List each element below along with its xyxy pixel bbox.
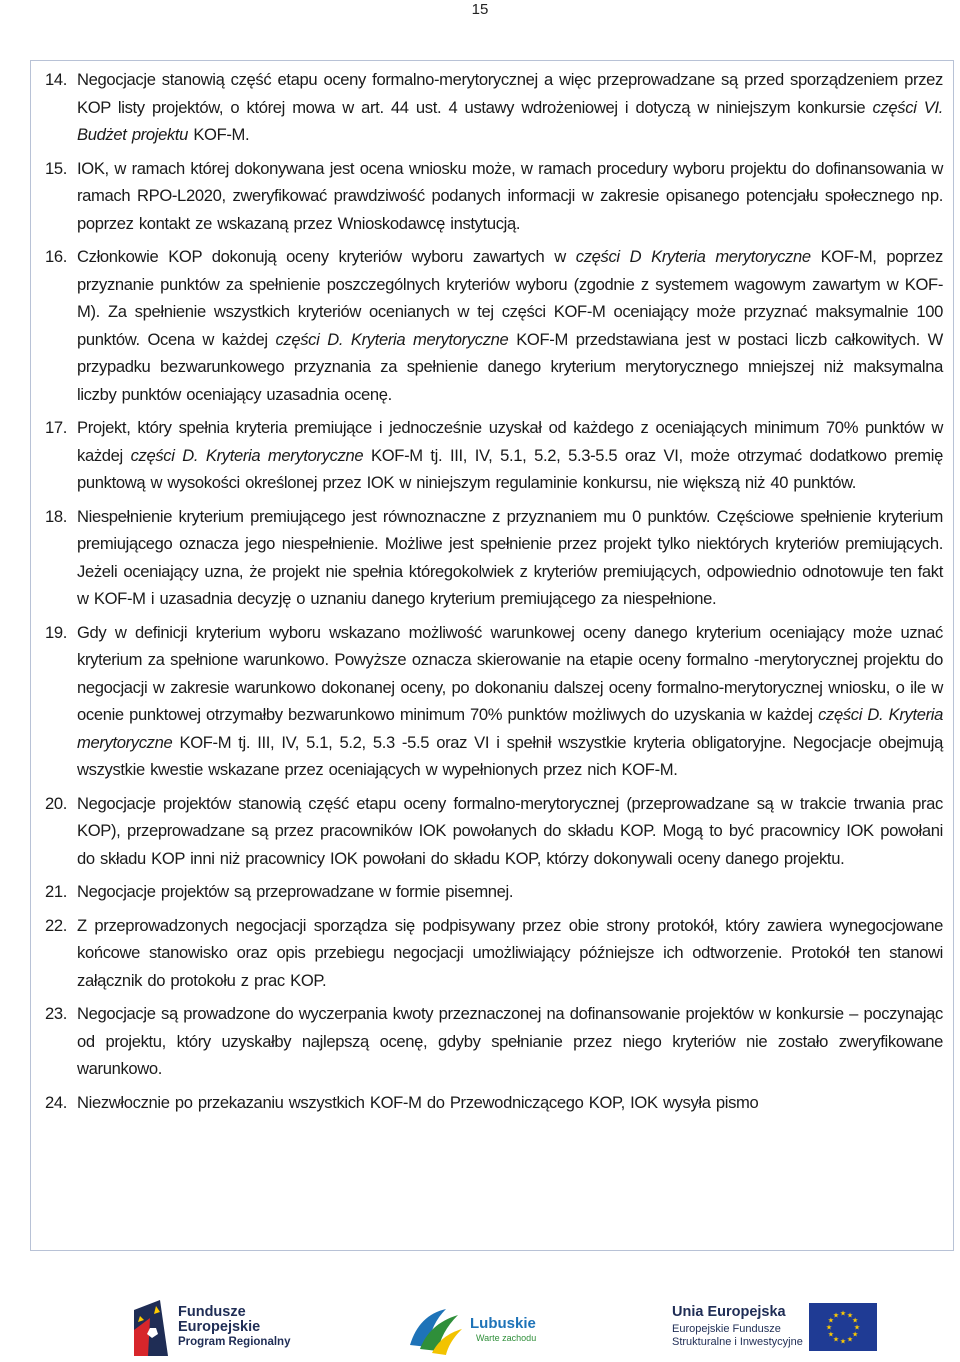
item-number: 16. [45, 247, 68, 266]
item-text: Niespełnienie kryterium premiującego jest równoznaczne z przyznaniem mu 0 punktów. Częściowe spełnienie kryterium premiującego oznacza jego niespełnienie. Możliwe jest spełnienie przez projekt tylko niektórych kryteriów premiujących. Jeżeli oceniający uzna, że projekt nie spełnia któregokolwiek z kryteriów premiujących, odpowiednio odnotowuje ten fakt w KOF-M i uzasadnia decyzję o uznaniu danego kryterium premiującego za niespełnione. [77, 506, 943, 608]
eu-star-icon: ★ [839, 1338, 846, 1346]
item-italic-text: części D. Kryteria merytoryczne [77, 705, 943, 752]
ue-title: Unia Europejska [672, 1303, 786, 1320]
list-item [41, 414, 943, 497]
unia-europejska-logo [672, 1296, 877, 1358]
item-italic-text: części D. Kryteria merytoryczne [275, 329, 509, 349]
item-text: Negocjacje projektów stanowią część etapu oceny formalno-merytorycznej (przeprowadzane są w trakcie trwania prac KOP), przeprowadzane są przez pracowników IOK powołanych do składu KOP. Mogą to być pracownicy IOK powołani do składu KOP inni niż pracownicy IOK powołani do składu KOP, którzy dokonywali oceny danego projektu. [77, 793, 943, 868]
item-text: KOF-M tj. III, IV, 5.1, 5.2, 5.3 -5.5 oraz VI i spełnił wszystkie kryteria obligatoryjne. Negocjacje obejmują wszystkie kwestie wskazane przez oceniających w wypełnionych przez nich KOF-M. [77, 732, 943, 779]
item-text: Negocjacje są prowadzone do wyczerpania kwoty przeznaczonej na dofinansowanie projektów w konkursie – poczynając od projektu, który uzyskałby najlepszą ocenę, gdyby spełnianie przez niego kryteriów nie zostało zweryfikowane warunkowo. [77, 1004, 943, 1078]
fundusze-europejskie-mark-icon [134, 1298, 168, 1356]
ue-text [672, 1303, 803, 1349]
item-text: KOF-M. [188, 125, 250, 144]
fe-line1: Fundusze [178, 1303, 246, 1320]
eu-star-icon: ★ [827, 1331, 834, 1339]
item-number: 18. [45, 506, 68, 526]
eu-star-icon: ★ [827, 1317, 834, 1325]
document-body [30, 60, 954, 1251]
list-item [41, 1089, 943, 1117]
eu-star-icon: ★ [851, 1331, 859, 1339]
list-item [41, 503, 943, 613]
item-number: 24. [45, 1092, 68, 1112]
item-number: 19. [45, 622, 68, 642]
lubuskie-logo [406, 1300, 536, 1362]
fe-line3: Program Regionalny [178, 1335, 291, 1348]
eu-flag-icon [809, 1303, 877, 1351]
item-text: KOF-M, poprzez przyznanie punktów za spełnienie poszczególnych kryteriów wyboru (zgodnie z systemem wagowym zawartym w KOF-M). Za spełnienie wszystkich kryteriów ocenianych w tej części KOF-M oceniający może przyznać maksymalnie 100 punktów. Ocena w każdej [77, 247, 943, 349]
lubuskie-mark-icon [406, 1305, 464, 1357]
item-text: KOF-M przedstawiana jest w postaci liczb całkowitych. W przypadku bezwarunkowego przyznania za spełnienie danego kryterium merytorycznego mniejszej niż maksymalna liczby punktów oceniający uzasadnia ocenę. [77, 329, 943, 404]
item-text: Negocjacje stanowią część etapu oceny formalno-merytorycznej a więc przeprowadzane są przed sporządzeniem przez KOP listy projektów, o której mowa w art. 44 ust. 4 ustawy wdrożeniowej i dotyczą w niniejszym konkursie [77, 70, 943, 117]
item-italic-text: części VI. Budżet projektu [77, 97, 943, 144]
item-number: 17. [45, 418, 68, 437]
list-item [41, 66, 943, 149]
item-text: Gdy w definicji kryterium wyboru wskazano możliwość warunkowej oceny danego kryterium oceniający może uznać kryterium za spełnione warunkowo. Powyższe oznacza skierowanie na etapie oceny formalno -merytorycznej projektu do negocjacji w zakresie warunkowo dokonanej oceny, po dokonaniu dalszej oceny formalno-merytorycznej wniosku, o ile w ocenie punktowej otrzymałby bezwarunkowo minimum 70% punktów możliwych do uzyskania w każdej [77, 622, 943, 724]
ue-line3: Strukturalne i Inwestycyjne [672, 1335, 803, 1348]
eu-star-icon: ★ [839, 1310, 846, 1318]
eu-star-icon: ★ [825, 1324, 832, 1332]
eu-star-icon: ★ [846, 1336, 853, 1344]
page-number: 15 [471, 1, 489, 18]
item-number: 14. [45, 70, 68, 89]
list-item [41, 790, 943, 873]
list-item [41, 243, 943, 408]
item-number: 22. [45, 915, 68, 935]
item-text: Negocjacje projektów są przeprowadzane w formie pisemnej. [77, 882, 514, 901]
list-item [41, 912, 943, 995]
item-text: Z przeprowadzonych negocjacji sporządza się podpisywany przez obie strony protokół, który zawiera wynegocjowane końcowe stanowisko oraz opis przebiegu negocjacji umożliwiający późniejsze ich odtworzenie. Protokół ten stanowi załącznik do protokołu z prac KOP. [77, 915, 943, 990]
list-item [41, 155, 943, 238]
fe-line2: Europejskie [178, 1318, 261, 1335]
fundusze-europejskie-logo [134, 1296, 290, 1358]
item-number: 20. [45, 793, 68, 813]
item-text: Niezwłocznie po przekazaniu wszystkich KOF-M do Przewodniczącego KOP, IOK wysyła pismo [77, 1092, 759, 1112]
lubuskie-tagline: Warte zachodu [476, 1333, 537, 1343]
ue-line2: Europejskie Fundusze [672, 1322, 781, 1335]
lubuskie-text [470, 1317, 536, 1345]
item-text: Członkowie KOP dokonują oceny kryteriów wyboru zawartych w [77, 247, 576, 266]
item-number: 23. [45, 1004, 68, 1023]
list-item [41, 1000, 943, 1083]
list-item [41, 878, 943, 906]
eu-star-icon: ★ [846, 1312, 853, 1320]
item-number: 15. [45, 158, 68, 178]
eu-star-icon: ★ [851, 1317, 859, 1325]
item-text: IOK, w ramach której dokonywana jest ocena wniosku może, w ramach procedury wyboru projektu do dofinansowania w ramach RPO-L2020, zweryfikować prawdziwość podanych informacji w zakresie opisanego potencjału społecznego np. poprzez kontakt ze wskazaną przez Wnioskodawcę instytucją. [77, 158, 943, 233]
list-item [41, 619, 943, 784]
eu-star-icon: ★ [832, 1336, 839, 1344]
eu-star-icon: ★ [832, 1312, 839, 1320]
item-number: 21. [45, 882, 68, 901]
eu-star-icon: ★ [853, 1324, 860, 1332]
item-text: Projekt, który spełnia kryteria premiujące i jednocześnie uzyskał od każdego z oceniających minimum 70% punktów w każdej [77, 418, 943, 465]
fundusze-europejskie-text [178, 1305, 290, 1350]
numbered-list [31, 61, 953, 1116]
item-italic-text: części D Kryteria merytoryczne [575, 247, 811, 266]
lubuskie-name: Lubuskie [470, 1315, 536, 1332]
footer-logos [0, 1296, 960, 1362]
item-text: KOF-M tj. III, IV, 5.1, 5.2, 5.3-5.5 oraz VI, może otrzymać dodatkowo premię punktową w wysokości określonej przez IOK w niniejszym regulaminie konkursu, nie większą niż 40 punktów. [77, 445, 943, 492]
item-italic-text: części D. Kryteria merytoryczne [130, 445, 364, 465]
